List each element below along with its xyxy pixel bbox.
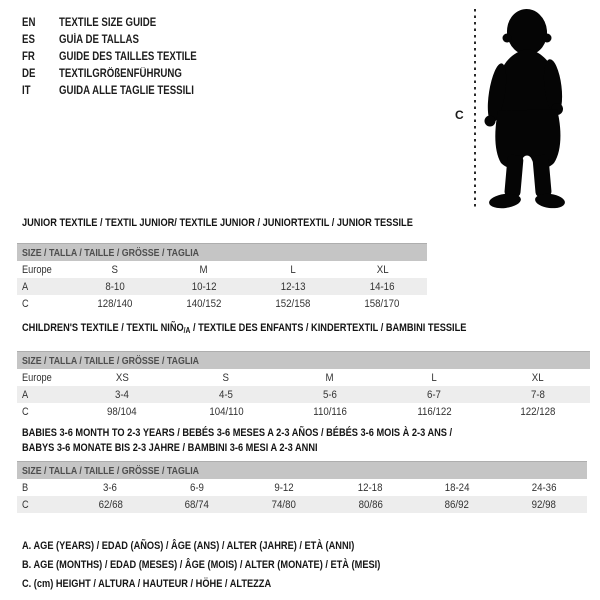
lang-code: DE: [22, 67, 36, 80]
table-cell: 98/104: [107, 405, 137, 418]
table-cell: XL: [376, 263, 389, 276]
table-cell: 140/152: [186, 297, 222, 310]
table-cell: 12-13: [280, 280, 306, 293]
legend-line-a: A. AGE (YEARS) / EDAD (AÑOS) / ÂGE (ANS) / ALTER (JAHRE) / ETÀ (ANNI): [22, 539, 355, 552]
lang-row-it: [22, 82, 223, 99]
row-label: B: [22, 481, 29, 494]
babies-size-table: [17, 461, 587, 513]
row-label: C: [22, 498, 29, 511]
table-cell: XS: [115, 371, 129, 384]
lang-title: GUÍA DE TALLAS: [59, 33, 139, 46]
lang-row-en: [22, 14, 223, 31]
table-cell: M: [325, 371, 335, 384]
table-cell: 128/140: [97, 297, 133, 310]
row-label: C: [22, 297, 29, 310]
table-cell: 122/128: [520, 405, 556, 418]
lang-title: GUIDE DES TAILLES TEXTILE: [59, 50, 197, 63]
baby-silhouette: [450, 4, 600, 216]
table-cell: 4-5: [219, 388, 233, 401]
table-cell: 158/170: [364, 297, 400, 310]
size-header-bar: SIZE / TALLA / TAILLE / GRÖSSE / TAGLIA: [17, 351, 590, 369]
table-cell: 12-18: [357, 481, 383, 494]
row-label: A: [22, 280, 29, 293]
table-row: [17, 496, 587, 513]
children-size-table: [17, 351, 590, 420]
table-cell: 92/98: [531, 498, 556, 511]
junior-table-title: JUNIOR TEXTILE / TEXTIL JUNIOR/ TEXTILE JUNIOR / JUNIORTEXTIL / JUNIOR TESSILE: [22, 217, 413, 229]
row-label: A: [22, 388, 29, 401]
measurement-legend: [22, 536, 449, 593]
lang-title: TEXTILE SIZE GUIDE: [59, 16, 157, 29]
table-cell: 10-12: [191, 280, 217, 293]
lang-title: TEXTILGRÖßENFÜHRUNG: [59, 67, 182, 80]
table-row: [17, 369, 590, 386]
junior-size-table: [17, 243, 427, 312]
table-cell: 152/158: [275, 297, 311, 310]
size-header-bar: SIZE / TALLA / TAILLE / GRÖSSE / TAGLIA: [17, 243, 427, 261]
table-cell: L: [431, 371, 437, 384]
table-cell: M: [199, 263, 208, 276]
table-cell: 80/86: [358, 498, 383, 511]
legend-line-c: C. (cm) HEIGHT / ALTURA / HAUTEUR / HÖHE / ALTEZZA: [22, 577, 272, 590]
table-cell: XL: [532, 371, 544, 384]
table-cell: 5-6: [323, 388, 337, 401]
lang-row-de: [22, 65, 223, 82]
table-cell: 3-4: [115, 388, 129, 401]
lang-code: EN: [22, 16, 36, 29]
legend-line-b: B. AGE (MONTHS) / EDAD (MESES) / ÂGE (MOIS) / ALTER (MONATE) / ETÀ (MESI): [22, 558, 381, 571]
table-cell: 6-7: [427, 388, 441, 401]
language-list: [22, 14, 223, 99]
table-cell: L: [290, 263, 296, 276]
lang-code: ES: [22, 33, 35, 46]
lang-title: GUIDA ALLE TAGLIE TESSILI: [59, 84, 194, 97]
table-cell: 86/92: [444, 498, 470, 511]
babies-table-title: BABIES 3-6 MONTH TO 2-3 YEARS / BEBÉS 3-6 MESES A 2-3 AÑOS / BÉBÉS 3-6 MOIS À 2-3 ANS / BABYS 3-6 MONATE BIS 2-3 JAHRE / BAMBINI 3-6 MESI A 2-3 ANNI: [22, 427, 453, 454]
table-row: [17, 479, 587, 496]
table-cell: 7-8: [531, 388, 545, 401]
children-table-title: CHILDREN'S TEXTILE / TEXTIL NIÑO/A / TEXTILE DES ENFANTS / KINDERTEXTIL / BAMBINI TESSILE: [22, 322, 467, 335]
height-c-label: C: [455, 108, 464, 122]
row-label: C: [22, 405, 29, 418]
lang-row-fr: [22, 48, 223, 65]
table-cell: 62/68: [98, 498, 123, 511]
table-row: [17, 261, 427, 278]
table-cell: 68/74: [184, 498, 210, 511]
table-cell: 3-6: [103, 481, 118, 494]
table-cell: 24-36: [531, 481, 557, 494]
lang-code: IT: [22, 84, 31, 97]
table-row: [17, 278, 427, 295]
table-cell: 110/116: [313, 405, 347, 418]
table-cell: 8-10: [104, 280, 125, 293]
title-subscript: /A: [183, 326, 191, 335]
table-cell: 9-12: [273, 481, 294, 494]
table-cell: 116/122: [416, 405, 452, 418]
table-cell: 18-24: [444, 481, 470, 494]
baby-figure: [484, 7, 565, 210]
table-cell: S: [111, 263, 118, 276]
table-cell: 14-16: [369, 280, 395, 293]
size-header-bar: SIZE / TALLA / TAILLE / GRÖSSE / TAGLIA: [17, 461, 587, 479]
row-label: Europe: [22, 263, 52, 276]
table-cell: S: [222, 371, 230, 384]
lang-code: FR: [22, 50, 35, 63]
table-cell: 74/80: [271, 498, 296, 511]
table-row: [17, 386, 590, 403]
lang-row-es: [22, 31, 223, 48]
table-cell: 6-9: [190, 481, 204, 494]
table-cell: 104/110: [208, 405, 244, 418]
table-row: [17, 295, 427, 312]
row-label: Europe: [22, 371, 52, 384]
table-row: [17, 403, 590, 420]
